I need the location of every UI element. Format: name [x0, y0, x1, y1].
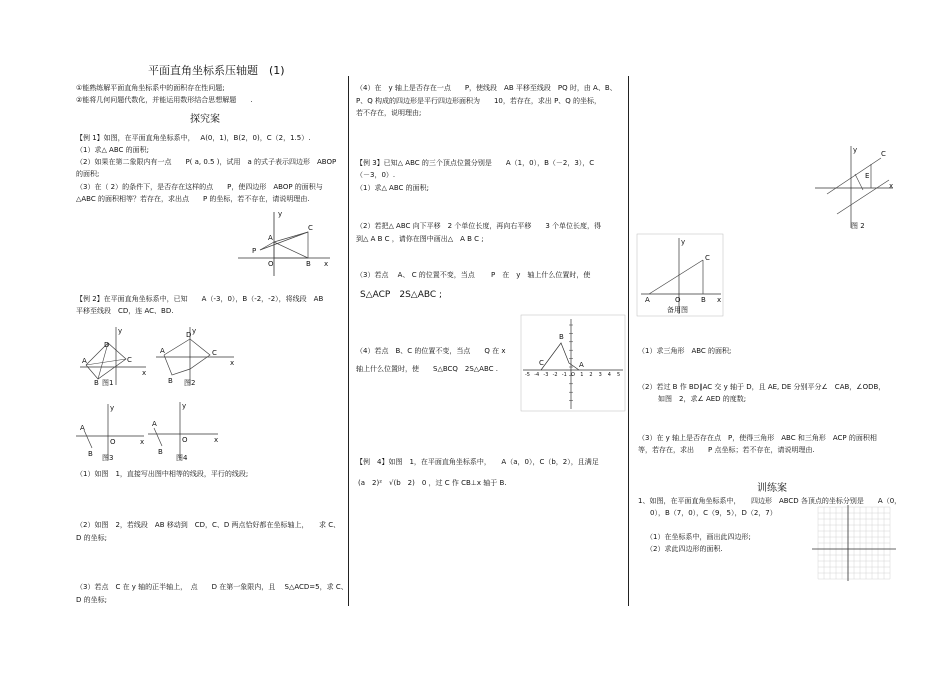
- grid-x-tick-label: -1: [561, 372, 567, 378]
- column-divider-left: [348, 76, 349, 606]
- example-3-q2-line: 到△ A B C ，请你在图中画出△ A B C ;: [356, 235, 484, 243]
- svg-text:x: x: [142, 369, 147, 377]
- svg-text:y: y: [853, 146, 858, 154]
- question-2-line: （2）如图 2，若线段 AB 移动到 CD，C、D 两点恰好都在坐标轴上， 求 C、: [76, 521, 341, 529]
- grid-x-tick-label: -2: [552, 372, 558, 378]
- question-4-line: P、Q 构成的四边形是平行四边形面积为 10，若存在，求出 P、Q 的坐标，: [356, 97, 602, 105]
- svg-text:O: O: [675, 296, 681, 304]
- right-question-3-line: （3）在 y 轴上是否存在点 P，使得三角形 ABC 和三角形 ACP 的面积相: [638, 434, 877, 442]
- svg-text:A: A: [645, 296, 650, 304]
- svg-text:B: B: [701, 296, 706, 304]
- svg-text:B: B: [306, 260, 311, 268]
- example-2-figure-4: [148, 400, 220, 462]
- grid-x-tick-label: -4: [534, 372, 540, 378]
- svg-text:B: B: [158, 448, 163, 456]
- svg-text:A: A: [82, 357, 87, 365]
- training-1-line: 1、如图，在平面直角坐标系中， 四边形 ABCD 各顶点的坐标分别是 A（0，: [638, 497, 902, 505]
- svg-text:B: B: [168, 377, 173, 385]
- right-question-3-line: 等，若存在，求出 P 点坐标；若不存在，请说明理由.: [638, 446, 815, 454]
- grid-x-tick-label: -5: [525, 372, 530, 378]
- example-1-line: （1）求△ ABC 的面积;: [76, 146, 150, 154]
- objective-1: ①能熟练解平面直角坐标系中的面积存在性问题;: [76, 84, 225, 92]
- grid-x-tick-label: O: [571, 372, 575, 378]
- right-question-1: （1）求三角形 ABC 的面积;: [638, 347, 732, 355]
- page-title: 平面直角坐标系压轴题 (1): [148, 64, 285, 77]
- objective-2: ②能将几何问题代数化，并能运用数形结合思想解题 .: [76, 96, 253, 104]
- svg-text:C: C: [308, 224, 313, 232]
- svg-text:C: C: [705, 254, 710, 262]
- svg-text:B: B: [88, 450, 93, 458]
- grid-x-tick-label: 2: [589, 372, 593, 378]
- example-1-line: 的面积;: [76, 170, 100, 178]
- right-question-2-line: 如图 2，求∠ AED 的度数;: [658, 395, 747, 403]
- section-training-heading: 训练案: [757, 483, 787, 494]
- svg-text:A: A: [268, 234, 273, 242]
- svg-text:y: y: [681, 238, 686, 246]
- training-1-line: 0），B（7，0），C（9，5），D（2，7）: [650, 509, 777, 517]
- example-3-line: （1）求△ ABC 的面积;: [356, 184, 430, 192]
- example-4-figure-2: [815, 144, 895, 230]
- svg-text:A: A: [80, 424, 85, 432]
- svg-text:E: E: [865, 172, 870, 180]
- svg-text:A: A: [579, 361, 584, 369]
- svg-text:C: C: [539, 359, 544, 367]
- example-3-q3-formula: S△ACP 2S△ABC ;: [360, 290, 443, 300]
- example-3-q4-line: 轴上什么位置时，使 S△BCQ 2S△ABC .: [356, 365, 498, 373]
- column-divider-right: [628, 76, 629, 606]
- svg-text:A: A: [160, 347, 165, 355]
- svg-text:y: y: [192, 327, 197, 335]
- svg-text:C: C: [881, 150, 886, 158]
- question-2-line: D 的坐标;: [76, 534, 107, 542]
- svg-text:O: O: [110, 438, 116, 446]
- example-2-line: 【例 2】在平面直角坐标系中，已知 A（-3，0），B（-2，-2），将线段 AB: [76, 295, 324, 303]
- svg-text:y: y: [110, 404, 115, 412]
- grid-x-tick-label: 5: [617, 372, 621, 378]
- figure-2-caption: 图2: [184, 379, 196, 387]
- training-grid-figure: [812, 505, 896, 581]
- svg-text:x: x: [889, 182, 894, 190]
- grid-x-tick-label: 4: [607, 372, 611, 378]
- question-3-line: D 的坐标;: [76, 596, 107, 604]
- figure-3-caption: 图3: [102, 454, 114, 462]
- training-sub-line: （2）求此四边形的面积.: [646, 545, 723, 553]
- figure-2-caption: 图 2: [851, 222, 865, 230]
- svg-text:x: x: [717, 296, 722, 304]
- svg-text:B: B: [559, 333, 564, 341]
- svg-text:x: x: [230, 359, 235, 367]
- svg-text:C: C: [127, 356, 132, 364]
- question-1: （1）如图 1，直接写出图中相等的线段，平行的线段;: [76, 470, 249, 478]
- example-3-grid-figure: [521, 315, 625, 411]
- svg-text:D: D: [186, 331, 192, 339]
- svg-text:B: B: [94, 379, 99, 387]
- right-question-2-line: （2）若过 B 作 BD∥AC 交 y 轴于 D，且 AE, DE 分别平分∠ CAB，∠ODB，: [638, 383, 886, 391]
- example-1-line: （2）如果在第二象限内有一点 P( a, 0.5 )，试用 a 的式子表示四边形 ABOP: [76, 158, 337, 166]
- example-1-line: 【例 1】如图，在平面直角坐标系中， A(0，1)，B(2，0)，C（2，1.5）.: [76, 134, 311, 142]
- svg-text:P: P: [252, 247, 257, 255]
- grid-x-tick-label: -3: [543, 372, 549, 378]
- example-1-line: （3）在（ 2）的条件下，是否存在这样的点 P，使四边形 ABOP 的面积与: [76, 183, 323, 191]
- question-4-line: （4）在 y 轴上是否存在一点 P，使线段 AB 平移至线段 PQ 时，由 A、B、: [356, 84, 617, 92]
- question-4-line: 若不存在，说明理由;: [356, 109, 422, 117]
- figure-4-caption: 图4: [176, 454, 188, 462]
- example-2-line: 平移至线段 CD，连 AC、BD.: [76, 307, 174, 315]
- training-sub-line: （1）在坐标系中，画出此四边形;: [646, 533, 751, 541]
- example-3-q3: （3）若点 A、 C 的位置不变，当点 P 在 y 轴上什么位置时，使: [356, 271, 591, 279]
- example-2-figure-2: [156, 325, 236, 387]
- section-explore-heading: 探究案: [190, 114, 220, 125]
- example-3-q2-line: （2）若把△ ABC 向下平移 2 个单位长度，再向右平移 3 个单位长度，得: [356, 222, 601, 230]
- grid-x-tick-label: 3: [598, 372, 602, 378]
- example-1-figure: [238, 208, 338, 278]
- example-2-figure-1: [80, 325, 148, 387]
- example-4-formula: (a 2)² √(b 2) 0 ，过 C 作 CB⊥x 轴于 B.: [358, 479, 507, 487]
- svg-text:D: D: [104, 341, 110, 349]
- example-3-line: （－3，0）.: [356, 171, 396, 179]
- grid-x-tick-label: 1: [580, 372, 584, 378]
- svg-text:O: O: [268, 260, 274, 268]
- svg-text:O: O: [182, 436, 188, 444]
- question-3-line: （3）若点 C 在 y 轴的正半轴上， 点 D 在第一象限内，且 S△ACD=5，求 C、: [76, 583, 348, 591]
- svg-text:A: A: [152, 420, 157, 428]
- svg-text:y: y: [182, 402, 187, 410]
- svg-text:x: x: [140, 438, 145, 446]
- svg-text:x: x: [214, 436, 219, 444]
- example-3-line: 【例 3】已知△ ABC 的三个顶点位置分别是 A（1，0），B（－2，3），C: [356, 159, 595, 167]
- example-4-line: 【例 4】如图 1，在平面直角坐标系中， A（a，0），C（b，2），且满足: [356, 458, 599, 466]
- example-1-line: △ABC 的面积相等？若存在，求出点 P 的坐标，若不存在，请说明理由.: [76, 195, 310, 203]
- backup-figure: [637, 234, 723, 316]
- figure-1-caption: 图1: [102, 379, 114, 387]
- backup-figure-caption: 备用图: [667, 306, 688, 314]
- svg-text:x: x: [324, 260, 329, 268]
- svg-text:C: C: [212, 349, 217, 357]
- example-3-q4-line: （4）若点 B、C 的位置不变，当点 Q 在 x: [356, 347, 506, 355]
- svg-text:y: y: [278, 210, 283, 218]
- svg-text:y: y: [118, 327, 123, 335]
- example-2-figure-3: [76, 400, 146, 462]
